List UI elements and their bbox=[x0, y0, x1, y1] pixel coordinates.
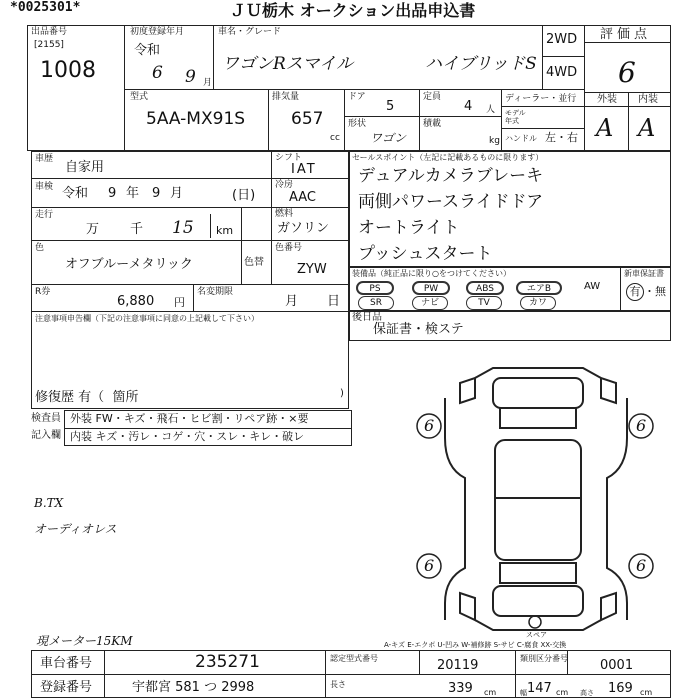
divider bbox=[213, 25, 214, 89]
diagram-roof bbox=[495, 440, 581, 560]
dealer-label: ディーラー・並行 bbox=[505, 94, 577, 104]
displacement-value: 657 bbox=[291, 109, 324, 129]
height-unit: cm bbox=[640, 688, 653, 697]
model-year-label: モデル年式 bbox=[505, 109, 526, 125]
equip-ps: PS bbox=[356, 281, 394, 295]
car-name-label: 車名・グレード bbox=[218, 27, 282, 37]
divider bbox=[104, 650, 105, 698]
divider bbox=[210, 214, 211, 238]
equip-abs: ABS bbox=[466, 281, 504, 295]
model-label: 型式 bbox=[130, 92, 149, 102]
equip-leather: カワ bbox=[520, 296, 556, 310]
spare-label: スペア bbox=[526, 631, 547, 639]
diagram-rear-window bbox=[500, 563, 576, 583]
diagram-front-left-fender bbox=[460, 378, 475, 403]
divider bbox=[584, 106, 671, 107]
diagram-rear-right-fender bbox=[601, 593, 616, 620]
handwritten-note-2: オーディオレス bbox=[34, 522, 117, 536]
divider bbox=[271, 151, 272, 284]
selling-point-2: 両側パワースライドドア bbox=[358, 192, 544, 212]
diagram-spare-tire bbox=[529, 616, 541, 628]
body-label: 形状 bbox=[348, 119, 367, 129]
warranty-options: 有 ・無 bbox=[626, 283, 666, 301]
divider bbox=[124, 89, 584, 90]
diagram-front-bumper bbox=[475, 368, 601, 378]
usage-label: 車歴 bbox=[35, 154, 54, 164]
selling-point-1: デュアルカメラブレーキ bbox=[358, 166, 544, 186]
color-label: 色 bbox=[35, 243, 45, 253]
divider bbox=[501, 89, 502, 151]
doors-label: ドア bbox=[348, 92, 366, 102]
inspection-year-unit: 年 bbox=[126, 186, 140, 201]
divider bbox=[584, 42, 671, 43]
inspection-era: 令和 bbox=[62, 186, 89, 201]
repair-suffix: 箇所 bbox=[112, 390, 139, 405]
divider bbox=[31, 311, 349, 312]
divider bbox=[419, 116, 420, 151]
shift-value: IAT bbox=[291, 162, 317, 177]
cert-value: 20119 bbox=[437, 658, 479, 673]
diagram-left-side bbox=[445, 398, 465, 620]
inspection-month-unit: 月 bbox=[170, 186, 184, 201]
handle-value: 左・右 bbox=[545, 131, 578, 144]
registration-era: 令和 bbox=[134, 43, 161, 58]
cert-label: 認定型式番号 bbox=[330, 654, 378, 663]
handle-label: ハンドル bbox=[505, 134, 537, 143]
repair-label: 修復歴 bbox=[35, 390, 75, 405]
plate-label: 登録番号 bbox=[40, 680, 93, 695]
capacity-value: 4 bbox=[464, 99, 473, 114]
handwritten-meter: 現メーター15KM bbox=[36, 634, 133, 648]
repair-close: ) bbox=[340, 388, 344, 399]
repair-value: 有（ bbox=[78, 390, 105, 405]
width-value: 147 bbox=[527, 681, 552, 696]
attachments-label: 後日品 bbox=[352, 312, 382, 323]
inspection-day: (日) bbox=[232, 188, 256, 203]
chassis-label: 車台番号 bbox=[40, 656, 93, 671]
ac-label: 冷房 bbox=[275, 180, 294, 190]
capacity-label: 定員 bbox=[423, 92, 442, 102]
inspection-label: 車検 bbox=[35, 182, 54, 192]
doors-value: 5 bbox=[386, 99, 395, 114]
tire-rear-right-score: 6 bbox=[636, 556, 647, 575]
divider bbox=[241, 240, 242, 284]
exterior-label: 外装 bbox=[597, 94, 617, 105]
divider bbox=[584, 25, 585, 151]
form-title: ＪＵ栃木 オークション出品申込書 bbox=[230, 1, 476, 20]
divider bbox=[241, 207, 242, 240]
model-value: 5AA-MX91S bbox=[146, 109, 246, 129]
diagram-front-hood bbox=[493, 378, 583, 408]
inspection-month: 9 bbox=[152, 186, 161, 201]
capacity-unit: 人 bbox=[486, 105, 496, 115]
recycle-label: R券 bbox=[35, 287, 51, 297]
handwritten-note-1: B.TX bbox=[34, 496, 64, 510]
transfer-month: 月 bbox=[285, 294, 299, 309]
transfer-day: 日 bbox=[327, 294, 341, 309]
divider bbox=[271, 240, 349, 241]
inspector-label-2: 記入欄 bbox=[31, 430, 61, 441]
selling-points-label: セールスポイント（左記に記載あるものに限ります） bbox=[352, 153, 544, 162]
repaint-label: 色替 bbox=[244, 257, 264, 268]
plate-value: 宇都宮 581 つ 2998 bbox=[132, 680, 255, 695]
mileage-label: 走行 bbox=[35, 210, 54, 220]
length-value: 339 bbox=[448, 681, 473, 696]
body-value: ワゴン bbox=[370, 131, 407, 145]
car-name: ワゴンRスマイル bbox=[222, 54, 354, 74]
divider bbox=[124, 25, 125, 151]
equip-aw: AW bbox=[584, 281, 601, 292]
score-label: 評価点 bbox=[600, 27, 652, 42]
diagram-windshield bbox=[500, 408, 576, 428]
divider bbox=[628, 92, 629, 151]
warranty-label: 新車保証書 bbox=[624, 269, 664, 278]
divider bbox=[268, 89, 269, 151]
lot-label: 出品番号 bbox=[31, 27, 68, 37]
divider bbox=[31, 674, 671, 675]
height-label: 高さ bbox=[580, 689, 594, 697]
serial-number: *0025301* bbox=[10, 0, 81, 15]
car-damage-diagram bbox=[405, 358, 665, 638]
load-label: 積載 bbox=[423, 119, 442, 129]
transfer-label: 名変期限 bbox=[197, 287, 234, 297]
diagram-rear-left-fender bbox=[460, 593, 475, 620]
chassis-value: 235271 bbox=[195, 652, 260, 672]
tire-front-right-score: 6 bbox=[636, 416, 647, 435]
load-unit: kg bbox=[489, 136, 500, 146]
divider bbox=[31, 240, 271, 241]
cert-sub-value: 0001 bbox=[600, 658, 634, 673]
divider bbox=[501, 106, 584, 107]
divider bbox=[271, 207, 349, 208]
drive-2wd: 2WD bbox=[546, 32, 578, 47]
height-value: 169 bbox=[608, 681, 633, 696]
mileage-man: 万 bbox=[86, 222, 100, 237]
length-unit: cm bbox=[484, 688, 497, 697]
color-code-label: 色番号 bbox=[275, 243, 303, 253]
car-grade: ハイブリッドS bbox=[425, 54, 537, 74]
interior-label: 内装 bbox=[638, 94, 658, 105]
tire-front-left-score: 6 bbox=[424, 416, 435, 435]
divider bbox=[542, 56, 584, 57]
registration-month-unit: 月 bbox=[203, 78, 213, 88]
divider bbox=[325, 650, 326, 698]
lot-code: [2155] bbox=[34, 40, 64, 50]
divider bbox=[419, 89, 420, 116]
selling-point-3: オートライト bbox=[358, 218, 460, 238]
mileage-unit: km bbox=[216, 224, 234, 237]
tire-rear-left-score: 6 bbox=[424, 556, 435, 575]
divider bbox=[193, 284, 194, 311]
diagram-front-right-fender bbox=[601, 378, 616, 403]
divider bbox=[344, 89, 345, 151]
recycle-value: 6,880 bbox=[117, 294, 155, 309]
divider bbox=[419, 650, 420, 674]
selling-point-4: プッシュスタート bbox=[358, 244, 493, 264]
ac-value: AAC bbox=[289, 190, 316, 205]
diagram-rear-bumper bbox=[475, 620, 601, 630]
mileage-sen: 千 bbox=[130, 222, 144, 237]
length-label: 長さ bbox=[330, 680, 346, 689]
interior-value: A bbox=[638, 114, 656, 142]
fuel-label: 燃料 bbox=[275, 209, 294, 219]
warranty-no: 無 bbox=[655, 285, 666, 298]
lot-number: 1008 bbox=[40, 58, 96, 83]
inspector-row-interior: 内装 キズ・汚レ・コゲ・穴・スレ・キレ・破レ bbox=[70, 430, 305, 443]
repair-history bbox=[35, 390, 138, 405]
inspector-row-exterior: 外装 FW・キズ・飛石・ヒビ割・リペア跡・×要 bbox=[70, 412, 309, 425]
color-code-value: ZYW bbox=[297, 262, 327, 277]
displacement-unit: cc bbox=[330, 133, 340, 143]
divider bbox=[515, 650, 516, 698]
inspection-year: 9 bbox=[108, 186, 117, 201]
divider bbox=[344, 116, 501, 117]
usage-value: 自家用 bbox=[65, 160, 105, 175]
diagram-rear-hatch bbox=[493, 586, 583, 616]
cert-sub-label: 類別区分番号 bbox=[520, 654, 568, 663]
width-label: 幅 bbox=[520, 689, 527, 697]
attachments-value: 保証書・検ステ bbox=[373, 322, 464, 337]
width-unit: cm bbox=[556, 688, 569, 697]
exterior-value: A bbox=[596, 114, 614, 142]
score-value: 6 bbox=[618, 56, 636, 89]
divider bbox=[31, 207, 271, 208]
registration-year: 6 bbox=[152, 63, 163, 83]
displacement-label: 排気量 bbox=[272, 92, 300, 102]
recycle-unit: 円 bbox=[174, 296, 185, 309]
diagram-right-side bbox=[607, 398, 627, 620]
inspection-day-text: 日 bbox=[237, 188, 251, 203]
equip-pw: PW bbox=[412, 281, 450, 295]
equip-navi: ナビ bbox=[412, 296, 448, 310]
divider bbox=[542, 25, 543, 89]
divider bbox=[64, 428, 352, 429]
drive-4wd: 4WD bbox=[546, 65, 578, 80]
notes-label: 注意事項申告欄（下記の注意事項に同意の上記載して下さい） bbox=[35, 314, 259, 323]
divider bbox=[620, 267, 621, 311]
equip-airbag: エアB bbox=[516, 281, 562, 295]
equip-tv: TV bbox=[466, 296, 502, 310]
fuel-value: ガソリン bbox=[277, 221, 330, 236]
divider bbox=[271, 178, 349, 179]
damage-legend: A-キズ E-エクボ U-凹み W-補修跡 S-サビ C-腐食 XX-交換 bbox=[384, 641, 567, 649]
divider bbox=[501, 128, 584, 129]
color-value: オフブルーメタリック bbox=[65, 257, 193, 272]
inspector-label-1: 検査員 bbox=[31, 413, 61, 424]
shift-label: シフト bbox=[275, 153, 303, 163]
equip-sr: SR bbox=[358, 296, 394, 310]
registration-label: 初度登録年月 bbox=[130, 27, 185, 37]
equipment-label: 装備品（純正品に限り○をつけてください） bbox=[352, 269, 511, 278]
warranty-yes: 有 bbox=[626, 283, 644, 301]
mileage-value: 15 bbox=[172, 218, 194, 238]
registration-month: 9 bbox=[185, 67, 196, 87]
divider bbox=[31, 284, 349, 285]
